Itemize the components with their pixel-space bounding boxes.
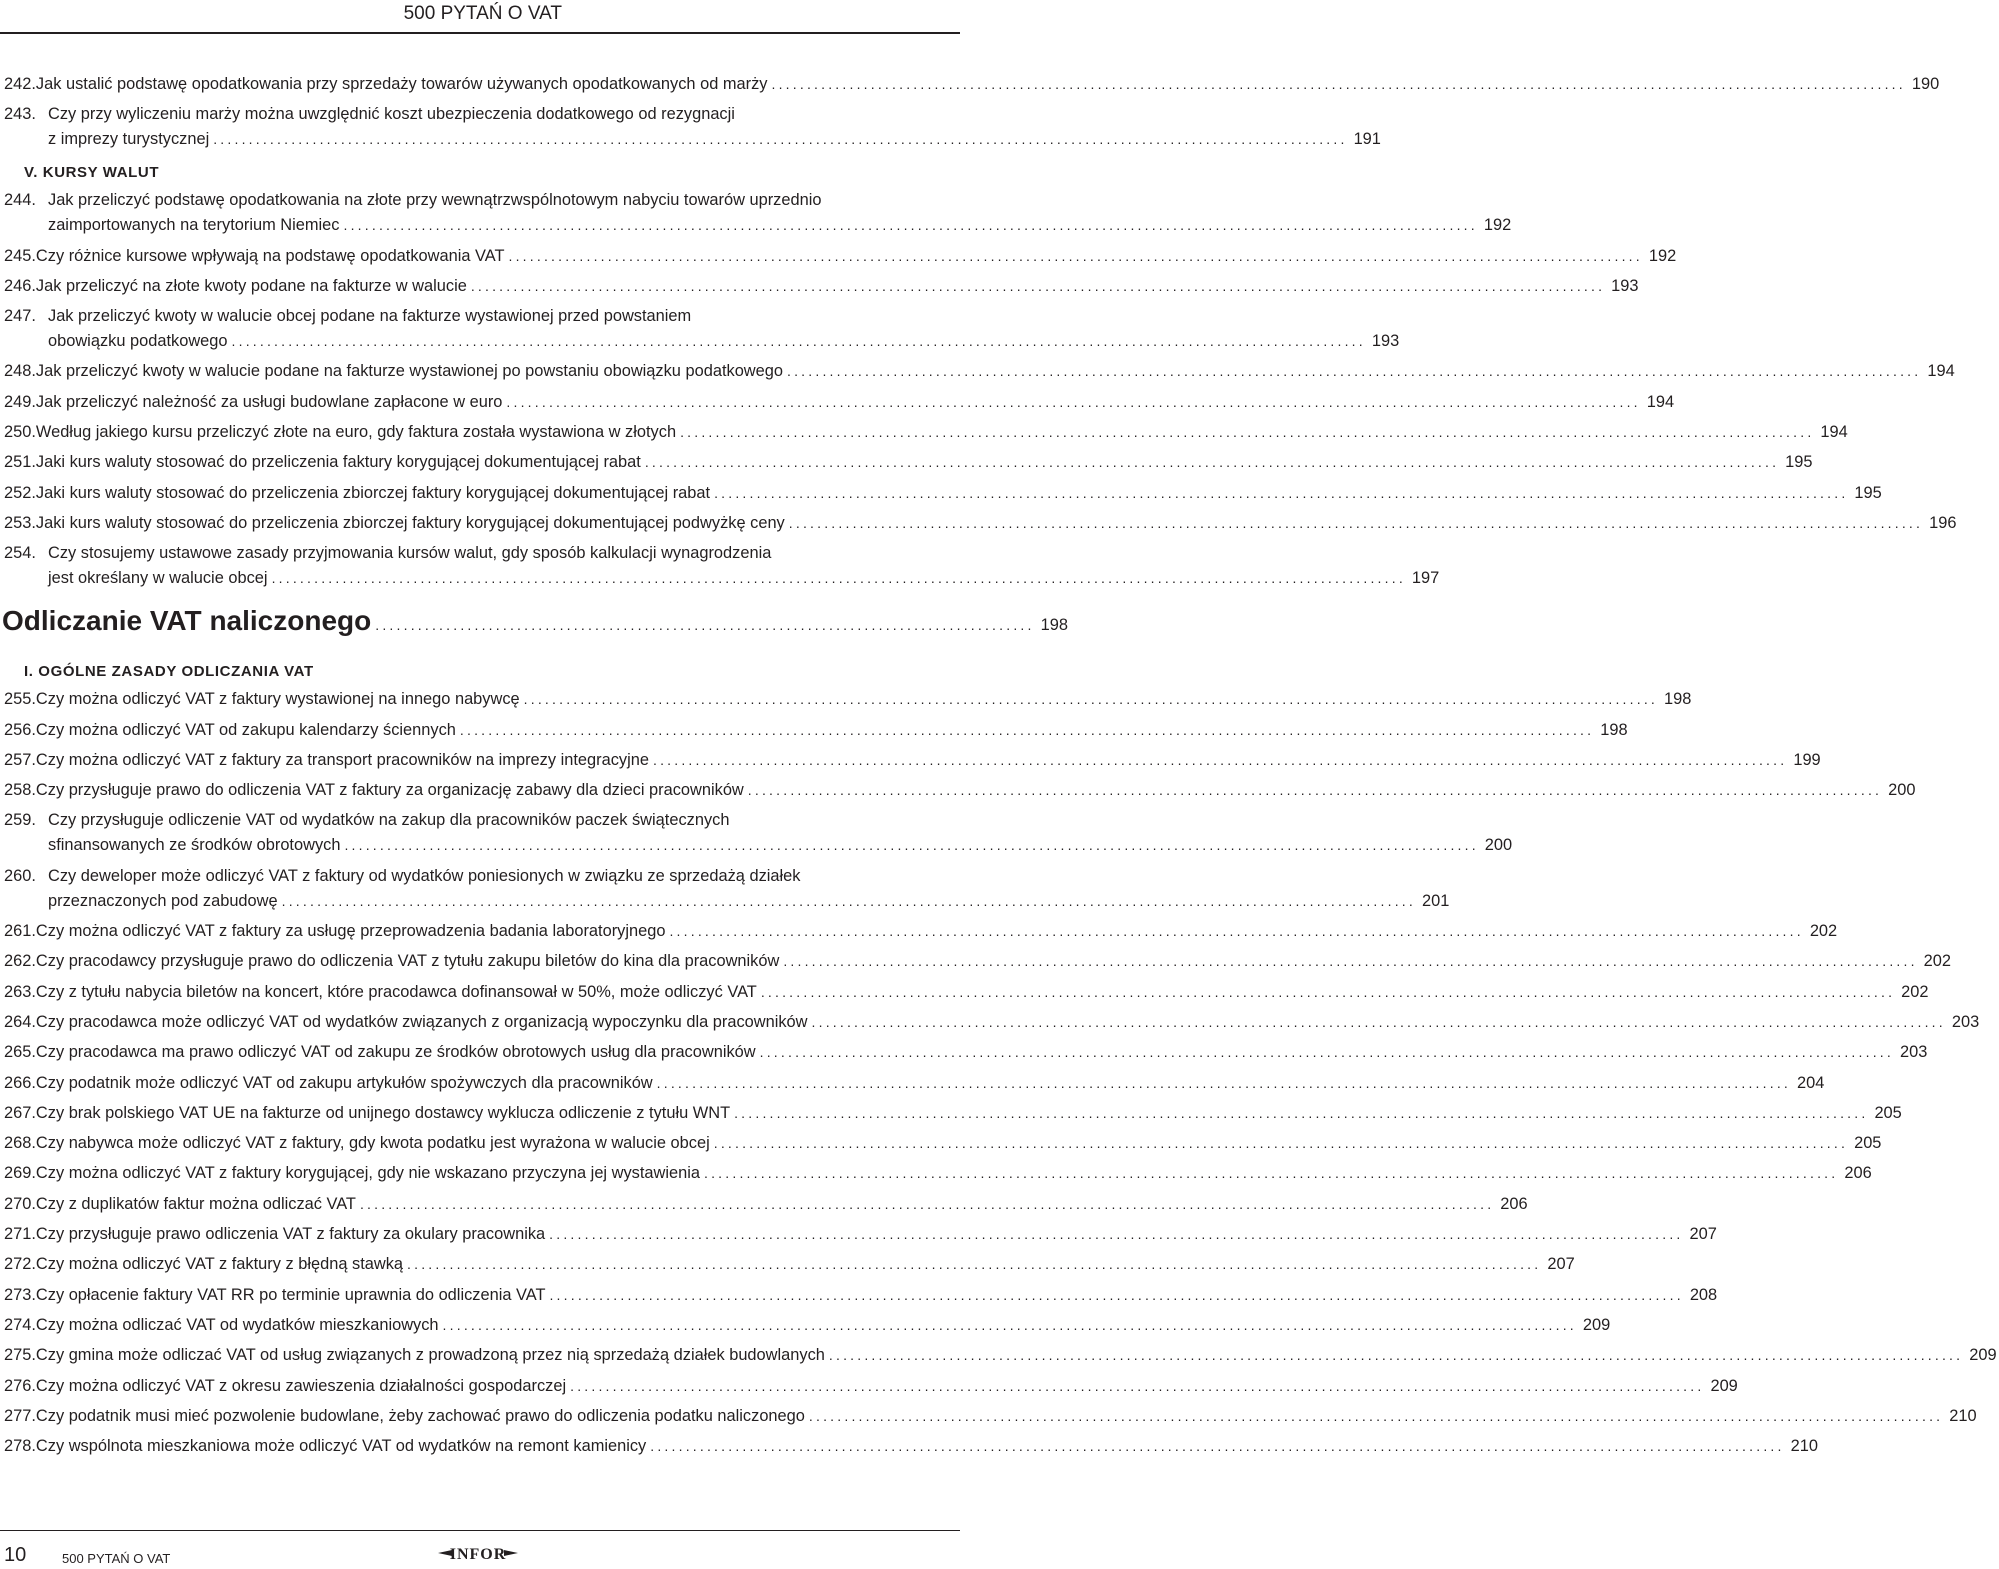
dot-leader: ................................................................................................................................................................ bbox=[787, 363, 1922, 380]
toc-entry-page: 207 bbox=[1547, 1255, 1575, 1274]
toc-entry-number: 244. bbox=[4, 191, 36, 210]
toc-entry bbox=[0, 1252, 1575, 1277]
toc-entry-title: Czy gmina może odliczać VAT od usług związanych z prowadzoną przez nią sprzedażą działek budowlanych bbox=[35, 1346, 825, 1365]
toc-entry-page: 193 bbox=[1611, 276, 1639, 295]
toc-entry-number: 269. bbox=[4, 1164, 36, 1183]
toc-entry-title: przeznaczonych pod zabudowę bbox=[48, 891, 278, 910]
dot-leader: ................................................................................................................................................................ bbox=[747, 782, 1883, 799]
toc-entry-title: Czy nabywca może odliczyć VAT z faktury, gdy kwota podatku jest wyrażona w walucie obcej bbox=[35, 1134, 710, 1153]
toc-entry-page: 206 bbox=[1500, 1194, 1528, 1213]
toc-entry-page: 210 bbox=[1949, 1406, 1977, 1425]
toc-entry-title: Czy można odliczyć VAT od zakupu kalendarzy ściennych bbox=[35, 720, 456, 739]
dot-leader: ............................................................................................. bbox=[375, 617, 1035, 634]
dot-leader: ................................................................................................................................................................ bbox=[442, 1316, 1577, 1333]
toc-entry-page: 210 bbox=[1790, 1437, 1818, 1456]
toc-entry bbox=[0, 420, 1848, 445]
toc-entry-number: 245. bbox=[4, 246, 36, 265]
toc-entry-page: 202 bbox=[1809, 922, 1838, 941]
toc-entry bbox=[0, 1192, 1528, 1217]
toc-entry-number: 267. bbox=[4, 1103, 36, 1122]
infor-logo-text: INFOR bbox=[449, 1546, 507, 1563]
toc-entry-title: Czy opłacenie faktury VAT RR po terminie uprawnia do odliczenia VAT bbox=[35, 1285, 546, 1304]
toc-entry bbox=[0, 919, 1838, 944]
toc-entry-title: Czy brak polskiego VAT UE na fakturze od unijnego dostawcy wyklucza odliczenie z tytułu WNT bbox=[35, 1103, 731, 1122]
toc-entry-number: 274. bbox=[4, 1315, 36, 1334]
dot-leader: ................................................................................................................................................................ bbox=[508, 247, 1643, 264]
toc-entry bbox=[0, 748, 1821, 773]
toc-entry bbox=[0, 304, 1400, 354]
table-of-contents bbox=[0, 72, 1997, 1464]
footer-page-number: 10 bbox=[4, 1544, 27, 1566]
toc-entry-page: 195 bbox=[1854, 483, 1882, 502]
toc-entry-page: 202 bbox=[1923, 952, 1952, 971]
toc-entry-page: 204 bbox=[1797, 1073, 1825, 1092]
toc-entry-title: zaimportowanych na terytorium Niemiec bbox=[48, 216, 340, 235]
toc-entry-number: 251. bbox=[4, 453, 36, 472]
toc-entry-title: Czy można odliczyć VAT z faktury za transport pracowników na imprezy integracyjne bbox=[35, 750, 649, 769]
toc-entry-number: 249. bbox=[4, 392, 36, 411]
toc-entry-title: Czy deweloper może odliczyć VAT z faktury od wydatków poniesionych w związku ze sprzedażą działek bbox=[48, 866, 801, 885]
infor-logo bbox=[432, 1540, 524, 1566]
dot-leader: ................................................................................................................................................................ bbox=[231, 333, 1366, 350]
toc-entry-page: 206 bbox=[1844, 1164, 1872, 1183]
toc-entry-title: jest określany w walucie obcej bbox=[48, 569, 268, 588]
toc-entry-title: Czy z duplikatów faktur można odliczać VAT bbox=[35, 1194, 356, 1213]
toc-entry-number: 273. bbox=[4, 1285, 36, 1304]
toc-entry-number: 243. bbox=[4, 105, 36, 124]
dot-leader: ................................................................................................................................................................ bbox=[570, 1377, 1705, 1394]
toc-entry bbox=[0, 1101, 1902, 1126]
toc-entry-title: Czy przysługuje prawo do odliczenia VAT z faktury za organizację zabawy dla dzieci pracowników bbox=[35, 781, 744, 800]
toc-entry-title: sfinansowanych ze środków obrotowych bbox=[48, 836, 341, 855]
toc-entry-page: 203 bbox=[1951, 1012, 1980, 1031]
toc-entry-title: Czy można odliczać VAT od wydatków mieszkaniowych bbox=[35, 1315, 439, 1334]
section-heading-kursy-walut: V. KURSY WALUT bbox=[24, 164, 160, 182]
dot-leader: ................................................................................................................................................................ bbox=[808, 1407, 1944, 1424]
chapter-heading bbox=[0, 605, 1068, 653]
toc-entry bbox=[0, 188, 1512, 238]
toc-entry-number: 255. bbox=[4, 690, 36, 709]
toc-entry-title: z imprezy turystycznej bbox=[48, 130, 210, 149]
toc-entry-page: 195 bbox=[1785, 453, 1813, 472]
toc-entry-page: 200 bbox=[1484, 836, 1513, 855]
chapter-title: Odliczanie VAT naliczonego bbox=[2, 605, 372, 637]
toc-entry-page: 209 bbox=[1582, 1315, 1611, 1334]
toc-entry-number: 268. bbox=[4, 1134, 36, 1153]
toc-entry-title: Czy pracodawca może odliczyć VAT od wydatków związanych z organizacją wypoczynku dla pracowników bbox=[35, 1012, 808, 1031]
toc-entry-title: Jak przeliczyć należność za usługi budowlane zapłacone w euro bbox=[35, 392, 503, 411]
dot-leader: ................................................................................................................................................................ bbox=[549, 1226, 1684, 1243]
toc-entry bbox=[0, 359, 1955, 384]
dot-leader: ................................................................................................................................................................ bbox=[344, 837, 1479, 854]
dot-leader: ................................................................................................................................................................ bbox=[783, 953, 1918, 970]
dot-leader: ................................................................................................................................................................ bbox=[652, 751, 1788, 768]
dot-leader: ................................................................................................................................................................ bbox=[650, 1438, 1785, 1455]
toc-entry-number: 263. bbox=[4, 982, 36, 1001]
dot-leader: ................................................................................................................................................................ bbox=[506, 393, 1641, 410]
toc-entry-title: Czy można odliczyć VAT z faktury korygującej, gdy nie wskazano przyczyna jej wystawienia bbox=[35, 1164, 700, 1183]
toc-entry-page: 202 bbox=[1901, 982, 1929, 1001]
dot-leader: ................................................................................................................................................................ bbox=[669, 923, 1804, 940]
toc-entry bbox=[0, 244, 1677, 269]
toc-entry-title: Jak ustalić podstawę opodatkowania przy sprzedaży towarów używanych opodatkowanych od marży bbox=[35, 75, 768, 93]
toc-entry-number: 242. bbox=[4, 75, 36, 93]
toc-entry-number: 265. bbox=[4, 1043, 36, 1062]
running-header-title: 500 PYTAŃ O VAT bbox=[403, 3, 562, 24]
toc-entry-number: 271. bbox=[4, 1225, 36, 1244]
dot-leader: ................................................................................................................................................................ bbox=[271, 570, 1406, 587]
toc-entry-number: 261. bbox=[4, 922, 36, 941]
footer-book-title: 500 PYTAŃ O VAT bbox=[62, 1551, 171, 1566]
toc-entry-title: Czy pracodawcy przysługuje prawo do odliczenia VAT z tytułu zakupu biletów do kina dla pracowników bbox=[35, 952, 780, 971]
toc-entry bbox=[0, 1313, 1611, 1338]
toc-entry-title: Czy podatnik musi mieć pozwolenie budowlane, żeby zachować prawo do odliczenia podatku naliczonego bbox=[35, 1406, 805, 1425]
toc-entry bbox=[0, 808, 1513, 858]
toc-entry-title: Czy wspólnota mieszkaniowa może odliczyć VAT od wydatków na remont kamienicy bbox=[35, 1437, 647, 1456]
dot-leader: ................................................................................................................................................................ bbox=[470, 277, 1606, 294]
toc-entry-title: Czy można odliczyć VAT z faktury za usługę przeprowadzenia badania laboratoryjnego bbox=[35, 922, 666, 941]
toc-entry bbox=[0, 541, 1440, 591]
toc-entry-page: 205 bbox=[1854, 1134, 1882, 1153]
toc-entry-number: 246. bbox=[4, 276, 36, 295]
dot-leader: ................................................................................................................................................................ bbox=[811, 1013, 1946, 1030]
toc-entry bbox=[0, 1222, 1717, 1247]
toc-entry bbox=[0, 687, 1692, 712]
toc-entry-number: 250. bbox=[4, 423, 36, 442]
toc-entry-title: Czy przysługuje prawo odliczenia VAT z faktury za okulary pracownika bbox=[35, 1225, 546, 1244]
toc-entry-number: 247. bbox=[4, 307, 36, 326]
toc-entry-number: 260. bbox=[4, 866, 36, 885]
toc-entry-number: 252. bbox=[4, 483, 36, 502]
toc-entry bbox=[0, 1131, 1882, 1156]
toc-entry-page: 192 bbox=[1648, 246, 1677, 265]
toc-entry-number: 258. bbox=[4, 781, 36, 800]
toc-entry-page: 196 bbox=[1929, 513, 1957, 532]
toc-entry bbox=[0, 1071, 1825, 1096]
toc-entry-number: 270. bbox=[4, 1194, 36, 1213]
header-rule bbox=[0, 32, 960, 34]
toc-entry bbox=[0, 1283, 1718, 1308]
toc-entry-title: Według jakiego kursu przeliczyć złote na euro, gdy faktura została wystawiona w złotych bbox=[35, 423, 677, 442]
toc-entry-page: 201 bbox=[1421, 891, 1450, 910]
toc-entry-title: Jak przeliczyć na złote kwoty podane na fakturze w walucie bbox=[35, 276, 467, 295]
toc-entry-title: Czy stosujemy ustawowe zasady przyjmowania kursów walut, gdy sposób kalkulacji wynagrodzenia bbox=[48, 544, 772, 563]
toc-entry-page: 198 bbox=[1600, 720, 1628, 739]
toc-entry bbox=[0, 980, 1929, 1005]
toc-entry-title: Czy podatnik może odliczyć VAT od zakupu artykułów spożywczych dla pracowników bbox=[35, 1073, 653, 1092]
dot-leader: ................................................................................................................................................................ bbox=[734, 1104, 1869, 1121]
toc-entry-title: Czy można odliczyć VAT z faktury z błędną stawką bbox=[35, 1255, 404, 1274]
toc-entry-title: Jaki kurs waluty stosować do przeliczenia zbiorczej faktury korygującej dokumentującej podwyżkę ceny bbox=[35, 513, 785, 532]
toc-entry-title: Jak przeliczyć kwoty w walucie obcej podane na fakturze wystawionej przed powstaniem bbox=[48, 307, 692, 326]
dot-leader: ................................................................................................................................................................ bbox=[523, 691, 1658, 708]
toc-entry-page: 197 bbox=[1411, 569, 1440, 588]
footer-rule bbox=[0, 1530, 960, 1531]
toc-entry-number: 272. bbox=[4, 1255, 36, 1274]
toc-entry-number: 259. bbox=[4, 811, 36, 830]
toc-entry-title: Czy można odliczyć VAT z faktury wystawionej na innego nabywcę bbox=[35, 690, 520, 709]
dot-leader: ................................................................................................................................................................ bbox=[213, 131, 1348, 148]
dot-leader: ................................................................................................................................................................ bbox=[704, 1165, 1839, 1182]
toc-entry-page: 205 bbox=[1874, 1103, 1902, 1122]
toc-entry bbox=[0, 1404, 1977, 1429]
dot-leader: ................................................................................................................................................................ bbox=[760, 983, 1896, 1000]
toc-entry-number: 262. bbox=[4, 952, 36, 971]
toc-entry-number: 277. bbox=[4, 1406, 36, 1425]
toc-entry-number: 248. bbox=[4, 362, 36, 381]
chapter-page: 198 bbox=[1040, 616, 1068, 635]
dot-leader: ................................................................................................................................................................ bbox=[359, 1195, 1495, 1212]
toc-group-continued bbox=[0, 72, 1940, 152]
dot-leader: ................................................................................................................................................................ bbox=[644, 454, 1780, 471]
toc-entry bbox=[0, 511, 1957, 536]
toc-entry-title: Jaki kurs waluty stosować do przeliczenia zbiorczej faktury korygującej dokumentującej rabat bbox=[35, 483, 711, 502]
toc-entry bbox=[0, 718, 1628, 743]
toc-entry-page: 193 bbox=[1371, 332, 1400, 351]
toc-entry-page: 209 bbox=[1969, 1346, 1997, 1365]
dot-leader: ................................................................................................................................................................ bbox=[407, 1256, 1542, 1273]
toc-entry-title: Czy pracodawca ma prawo odliczyć VAT od zakupu ze środków obrotowych usług dla pracowników bbox=[35, 1043, 756, 1062]
toc-entry-page: 190 bbox=[1911, 75, 1940, 93]
dot-leader: ................................................................................................................................................................ bbox=[759, 1044, 1894, 1061]
dot-leader: ................................................................................................................................................................ bbox=[656, 1074, 1791, 1091]
toc-entry bbox=[0, 1040, 1928, 1065]
toc-group-kursy-walut bbox=[0, 188, 1957, 591]
toc-entry bbox=[0, 390, 1675, 415]
toc-entry-title: Czy różnice kursowe wpływają na podstawę opodatkowania VAT bbox=[35, 246, 505, 265]
dot-leader: ................................................................................................................................................................ bbox=[680, 424, 1815, 441]
toc-entry-page: 194 bbox=[1646, 392, 1675, 411]
toc-entry-title: Czy przy wyliczeniu marży można uwzględnić koszt ubezpieczenia dodatkowego od rezygnacji bbox=[48, 105, 735, 124]
toc-entry-page: 207 bbox=[1689, 1225, 1717, 1244]
running-header bbox=[0, 0, 960, 34]
toc-entry bbox=[0, 1343, 1997, 1368]
toc-entry bbox=[0, 778, 1916, 803]
toc-entry-title: obowiązku podatkowego bbox=[48, 332, 228, 351]
toc-entry-page: 203 bbox=[1899, 1043, 1928, 1062]
toc-entry-page: 200 bbox=[1888, 781, 1916, 800]
dot-leader: ................................................................................................................................................................ bbox=[281, 892, 1416, 909]
toc-entry bbox=[0, 1161, 1872, 1186]
toc-entry-page: 209 bbox=[1710, 1376, 1738, 1395]
toc-entry bbox=[0, 481, 1882, 506]
dot-leader: ................................................................................................................................................................ bbox=[459, 721, 1595, 738]
dot-leader: ................................................................................................................................................................ bbox=[713, 1135, 1849, 1152]
toc-entry-number: 253. bbox=[4, 513, 36, 532]
toc-entry-page: 199 bbox=[1793, 750, 1821, 769]
toc-entry-title: Jaki kurs waluty stosować do przeliczenia faktury korygującej dokumentującej rabat bbox=[35, 453, 641, 472]
toc-entry bbox=[0, 102, 1381, 152]
toc-entry-number: 278. bbox=[4, 1437, 36, 1456]
toc-entry bbox=[0, 72, 1940, 97]
toc-entry-number: 256. bbox=[4, 720, 36, 739]
toc-entry-page: 198 bbox=[1664, 690, 1692, 709]
dot-leader: ................................................................................................................................................................ bbox=[549, 1286, 1684, 1303]
toc-entry-title: Czy z tytułu nabycia biletów na koncert, które pracodawca dofinansował w 50%, może odliczyć VAT bbox=[35, 982, 757, 1001]
toc-group-ogolne-zasady bbox=[0, 687, 1997, 1459]
toc-entry-number: 275. bbox=[4, 1346, 36, 1365]
toc-entry bbox=[0, 864, 1450, 914]
toc-entry bbox=[0, 450, 1813, 475]
toc-entry bbox=[0, 1374, 1738, 1399]
dot-leader: ................................................................................................................................................................ bbox=[343, 217, 1478, 234]
toc-entry-page: 192 bbox=[1483, 216, 1512, 235]
toc-entry-title: Jak przeliczyć podstawę opodatkowania na złote przy wewnątrzwspólnotowym nabyciu towarów uprzednio bbox=[48, 191, 822, 210]
toc-entry-page: 208 bbox=[1689, 1285, 1718, 1304]
toc-entry-page: 191 bbox=[1353, 130, 1381, 149]
toc-entry-number: 276. bbox=[4, 1376, 36, 1395]
toc-entry-number: 254. bbox=[4, 544, 36, 563]
dot-leader: ................................................................................................................................................................ bbox=[771, 76, 1906, 92]
toc-entry bbox=[0, 949, 1952, 974]
dot-leader: ................................................................................................................................................................ bbox=[714, 484, 1849, 501]
toc-entry bbox=[0, 1010, 1980, 1035]
toc-entry-number: 257. bbox=[4, 750, 36, 769]
toc-entry-title: Czy przysługuje odliczenie VAT od wydatków na zakup dla pracowników paczek świątecznych bbox=[48, 811, 730, 830]
dot-leader: ................................................................................................................................................................ bbox=[788, 514, 1924, 531]
toc-entry bbox=[0, 1434, 1818, 1459]
toc-entry-page: 194 bbox=[1927, 362, 1955, 381]
toc-entry-number: 264. bbox=[4, 1012, 36, 1031]
section-heading-ogolne-zasady: I. OGÓLNE ZASADY ODLICZANIA VAT bbox=[24, 663, 314, 681]
toc-entry-title: Czy można odliczyć VAT z okresu zawieszenia działalności gospodarczej bbox=[35, 1376, 567, 1395]
toc-entry-page: 194 bbox=[1820, 423, 1848, 442]
toc-entry-number: 266. bbox=[4, 1073, 36, 1092]
toc-entry-title: Jak przeliczyć kwoty w walucie podane na fakturze wystawionej po powstaniu obowiązku podatkowego bbox=[35, 362, 783, 381]
dot-leader: ................................................................................................................................................................ bbox=[828, 1347, 1964, 1364]
toc-entry bbox=[0, 274, 1639, 299]
